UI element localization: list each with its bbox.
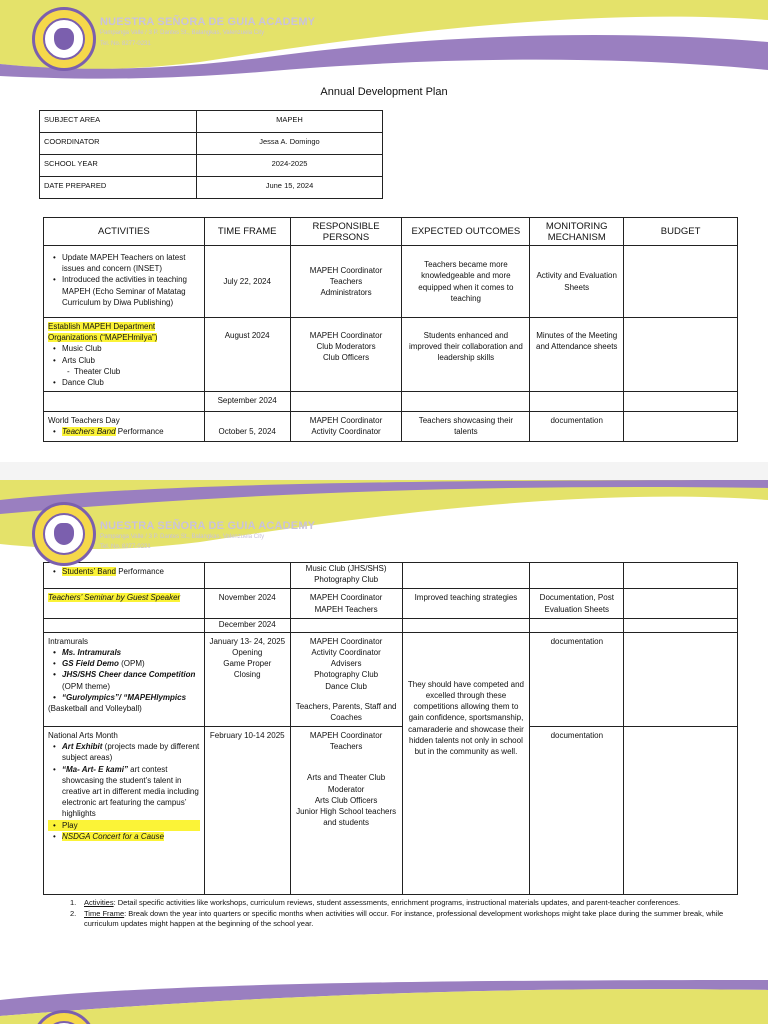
note-item: 1. Activities: Detail specific activities like workshops, curriculum reviews, student assessments, enrichment programs, instructional materials updates, and parent-teacher conferences. <box>70 898 681 907</box>
col-responsible: RESPONSIBLE PERSONS <box>290 218 402 246</box>
info-row: SCHOOL YEAR 2024-2025 <box>40 155 383 177</box>
col-monitoring: MONITORING MECHANISM <box>530 218 624 246</box>
page-title: Annual Development Plan <box>320 86 448 98</box>
table-row: September 2024 <box>44 392 738 412</box>
letterhead-banner <box>0 0 768 80</box>
school-name: NUESTRA SEÑORA DE GUIA ACADEMY <box>100 16 316 28</box>
table-row: • Update MAPEH Teachers on latest issues and concern (INSET) • Introduced the activities in teaching MAPEH (Echo Seminar of Matatag Curriculum by Diwa Publishing) July 22, 2024 MAPEH Coordinator Teachers Administrators Teachers became more knowledgeable and more equipped when it comes to teaching Activity and Evaluation Sheets <box>44 246 738 318</box>
col-outcomes: EXPECTED OUTCOMES <box>402 218 530 246</box>
school-seal-logo <box>32 502 96 566</box>
plan-table-continued <box>43 562 738 895</box>
school-name: NUESTRA SEÑORA DE GUIA ACADEMY <box>100 520 316 532</box>
table-row: Teachers’ Seminar by Guest Speaker November 2024 MAPEH Coordinator MAPEH Teachers Improved teaching strategies Documentation, Post Evaluation Sheets <box>44 589 738 618</box>
plan-table <box>43 217 738 442</box>
info-row: DATE PREPARED June 15, 2024 <box>40 177 383 199</box>
school-address: Pampanga Valle / 3 P. Dantes St., Balangkas, Valenzuela City <box>100 30 265 36</box>
table-row: National Arts Month • Art Exhibit (projects made by different subject areas) • “Ma- Art- E kami” art contest showcasing the student’s talent in creative art in different media including electronic art featuring the campus’ highlights • Play • NSDGA Concert for a Cause February 10-14 2025 MAPEH Coordinator Teachers Arts and Theater Club Moderator Arts Club Officers Junior High School teachers and students documentation <box>44 727 738 895</box>
school-address: Pampanga Valle / 3 P. Dantes St., Balangkas, Valenzuela City <box>100 534 265 540</box>
notes-list <box>70 898 750 930</box>
table-row: • Students’ Band Performance Music Club (JHS/SHS) Photography Club <box>44 563 738 589</box>
table-row: Intramurals • Ms. Intramurals • GS Field Demo (OPM) • JHS/SHS Cheer dance Competition (OPM theme) • “Gurolympics”/ “MAPEHlympics (Basketball and Volleyball) January 13- 24, 2025 Opening Game Proper Closing MAPEH Coordinator Activity Coordinator Advisers Photography Club Dance Club Teachers, Parents, Staff and Coaches They should have competed and excelled through these competitions allowing them to gain confidence, sportsmanship, camaraderie and showcase their hidden talents not only in school but in the community as well. documentation <box>44 632 738 726</box>
table-row: Establish MAPEH Department Organizations (“MAPEHmilya”) • Music Club • Arts Club - Theater Club • Dance Club August 2024 MAPEH Coordinator Club Moderators Club Officers Students enhanced and improved their collaboration and leadership skills Minutes of the Meeting and Attendance sheets <box>44 318 738 392</box>
letterhead <box>0 480 768 560</box>
table-header-row <box>44 218 738 246</box>
note-item: 2. Time Frame: Break down the year into quarters or specific months when activities will occur. For instance, professional development workshops might take place during the summer break, while curriculum updates might happen at the beginning of the school year. <box>70 908 724 928</box>
info-row: COORDINATOR Jessa A. Domingo <box>40 133 383 155</box>
table-row: December 2024 <box>44 618 738 632</box>
col-activities: ACTIVITIES <box>44 218 205 246</box>
document-page-3 <box>0 980 768 1024</box>
info-row: SUBJECT AREA MAPEH <box>40 111 383 133</box>
info-table <box>39 110 383 199</box>
letterhead-banner <box>0 980 768 1024</box>
school-telephone: Tel. No. 8277-0231 <box>100 41 151 47</box>
table-row: World Teachers Day • Teachers Band Performance October 5, 2024 MAPEH Coordinator Activity Coordinator Teachers showcasing their talents documentation <box>44 412 738 441</box>
school-seal-logo <box>32 7 96 71</box>
document-page-1 <box>0 0 768 462</box>
letterhead <box>0 0 768 80</box>
col-time-frame: TIME FRAME <box>204 218 290 246</box>
col-budget: BUDGET <box>624 218 738 246</box>
document-page-2 <box>0 480 768 980</box>
school-telephone: Tel. No. 8277-0231 <box>100 544 151 550</box>
